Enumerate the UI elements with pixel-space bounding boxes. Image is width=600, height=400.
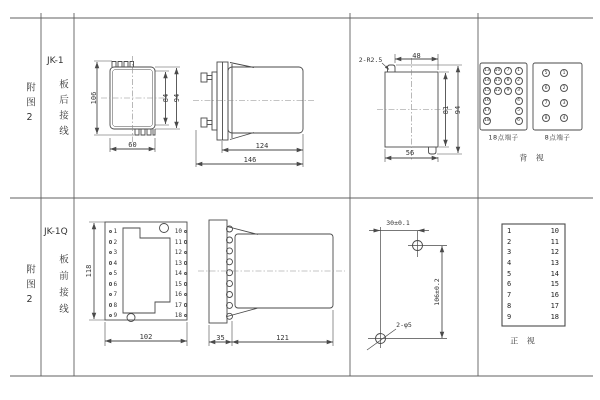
terminal-dot — [184, 261, 188, 265]
terminal-circle: 8 — [542, 114, 550, 122]
terminal-circle: 14 — [484, 78, 490, 83]
terminal-circle: 15 — [484, 88, 490, 93]
inner-panel — [123, 228, 170, 313]
mounting-hole — [160, 224, 169, 233]
terminal-dot — [109, 314, 113, 318]
map-number: 16 — [550, 291, 559, 299]
terminal-circle: 4 — [560, 114, 568, 122]
terminal-dot — [184, 303, 188, 307]
terminal-dot — [184, 293, 188, 297]
terminal-dot — [184, 314, 188, 318]
model-label-jk1: JK-1 — [47, 56, 64, 66]
terminal-circle: 13 — [484, 68, 490, 73]
terminal-circle: 2 — [560, 84, 568, 92]
map-number: 4 — [507, 259, 512, 267]
terminal-dot — [109, 272, 113, 276]
front-terminal: 15 — [170, 280, 187, 288]
terminal-dot — [184, 251, 188, 255]
map-number: 13 — [550, 259, 559, 267]
terminal-circle: 8 — [504, 77, 512, 85]
front-terminal: 13 — [170, 259, 187, 267]
terminal-circle: 10 — [494, 68, 501, 73]
map-number: 1 — [507, 227, 512, 235]
map-number: 9 — [507, 313, 512, 321]
map-number: 2 — [507, 238, 512, 246]
map-number: 8 — [507, 302, 512, 310]
front-terminal: 6 — [109, 280, 118, 288]
terminal-screw — [201, 73, 207, 82]
wiring-label-row1: 板后接线 — [57, 79, 68, 141]
dim-rear-width: 60 — [128, 140, 137, 149]
terminal-dot — [109, 240, 113, 244]
dim-side-body-length: 124 — [255, 142, 269, 150]
map-number: 14 — [550, 270, 559, 278]
front-terminal: 10 — [170, 228, 187, 236]
map-number: 7 — [507, 291, 512, 299]
terminal-circle: 5 — [542, 69, 550, 77]
terminal-screw — [201, 118, 207, 127]
dim-rear-height-overall: 106 — [90, 91, 98, 105]
front-terminal: 11 — [170, 238, 187, 246]
terminal-circle: 7 — [542, 99, 550, 107]
wiring-label-row2: 板前接线 — [57, 254, 68, 320]
terminal-circle: 5 — [515, 107, 523, 115]
map-number: 18 — [550, 313, 559, 321]
front-flange — [209, 220, 227, 323]
front-terminal: 8 — [109, 301, 118, 309]
dim-cutout-outer-height: 94 — [454, 105, 462, 114]
dim-front-width: 102 — [139, 332, 153, 341]
front-terminal: 12 — [170, 249, 187, 257]
terminal-circle: 9 — [504, 87, 512, 95]
terminal-dot — [109, 303, 113, 307]
top-terminal-studs — [112, 62, 134, 68]
terminal-circle: 11 — [494, 78, 501, 83]
dim-hole-spacing-h: 30±0.1 — [386, 218, 410, 227]
panel-8pt-outline — [533, 63, 582, 130]
panel-18pt-label: 18点端子 — [488, 133, 519, 141]
rear-view-label: 背 视 — [519, 153, 547, 162]
terminal-circle: 6 — [515, 117, 523, 125]
front-terminal: 16 — [170, 291, 187, 299]
side-view-rear-drawing — [193, 62, 315, 167]
relay-body — [228, 67, 303, 133]
terminal-circle: 16 — [484, 98, 490, 103]
model-label-jk1q: JK-1Q — [44, 227, 68, 237]
front-terminal: 1 — [109, 228, 118, 236]
dim-cutout-top: 48 — [412, 51, 421, 60]
terminal-circle: 6 — [542, 84, 550, 92]
terminal-circle: 18 — [484, 118, 490, 123]
front-terminal: 5 — [109, 270, 118, 278]
panel-8pt-label: 8点端子 — [544, 133, 571, 141]
map-number: 17 — [550, 302, 559, 310]
map-number: 12 — [550, 248, 559, 256]
front-terminal: 2 — [109, 238, 118, 246]
key-slot-bottom — [429, 147, 437, 154]
hole-leader — [367, 329, 396, 350]
terminal-dot — [184, 272, 188, 276]
front-view-label: 正 视 — [510, 336, 538, 346]
dim-hole-spacing-v: 106±0.2 — [433, 278, 441, 306]
terminal-dot — [184, 240, 188, 244]
dim-hole-diameter: 2-φ5 — [396, 321, 412, 329]
front-terminal: 4 — [109, 259, 118, 267]
terminal-circle: 3 — [515, 87, 523, 95]
terminal-dot — [184, 230, 188, 234]
terminal-dot — [109, 293, 113, 297]
map-number: 6 — [507, 280, 512, 288]
front-terminal: 18 — [170, 312, 187, 320]
front-terminal: 3 — [109, 249, 118, 257]
bottom-terminal-studs — [135, 129, 155, 135]
front-terminal: 9 — [109, 312, 118, 320]
dim-rear-height-outer: 94 — [172, 93, 181, 103]
centerlines — [377, 58, 452, 160]
terminal-circle: 7 — [504, 67, 512, 75]
front-terminal: 17 — [170, 301, 187, 309]
terminal-circle: 2 — [515, 77, 523, 85]
terminal-circle: 1 — [515, 67, 523, 75]
map-number: 15 — [550, 280, 559, 288]
terminal-circle: 12 — [494, 88, 501, 93]
terminal-dot — [184, 282, 188, 286]
front-terminal: 14 — [170, 270, 187, 278]
terminal-circle: 4 — [515, 97, 523, 105]
terminal-circle: 17 — [484, 108, 490, 113]
terminal-dot — [109, 230, 113, 234]
terminal-dot — [109, 251, 113, 255]
figure-label-row2: 附图2 — [24, 264, 35, 311]
dim-rear-height-inner: 84 — [161, 93, 170, 103]
dim-cutout-radius: 2-R2.5 — [358, 56, 383, 64]
terminal-dot — [109, 261, 113, 265]
terminal-circle: 1 — [560, 69, 568, 77]
dim-cutout-bottom: 56 — [405, 148, 415, 157]
terminal-circle: 3 — [560, 99, 568, 107]
map-number: 5 — [507, 270, 512, 278]
dim-front-height: 118 — [85, 264, 93, 278]
terminal-dot — [109, 282, 113, 286]
dim-flange-depth: 35 — [216, 333, 225, 342]
rear-view-drawing — [94, 56, 180, 152]
dim-body-depth: 121 — [276, 333, 289, 342]
figure-label-row1: 附图2 — [24, 82, 35, 129]
dim-cutout-inner-height: 81 — [441, 105, 450, 114]
front-terminal: 7 — [109, 291, 118, 299]
side-view-front-drawing — [198, 220, 345, 346]
map-number: 10 — [550, 227, 559, 235]
key-slot-top — [388, 65, 396, 72]
map-number: 11 — [550, 238, 559, 246]
dim-side-overall-length: 146 — [243, 156, 257, 164]
map-number: 3 — [507, 248, 512, 256]
